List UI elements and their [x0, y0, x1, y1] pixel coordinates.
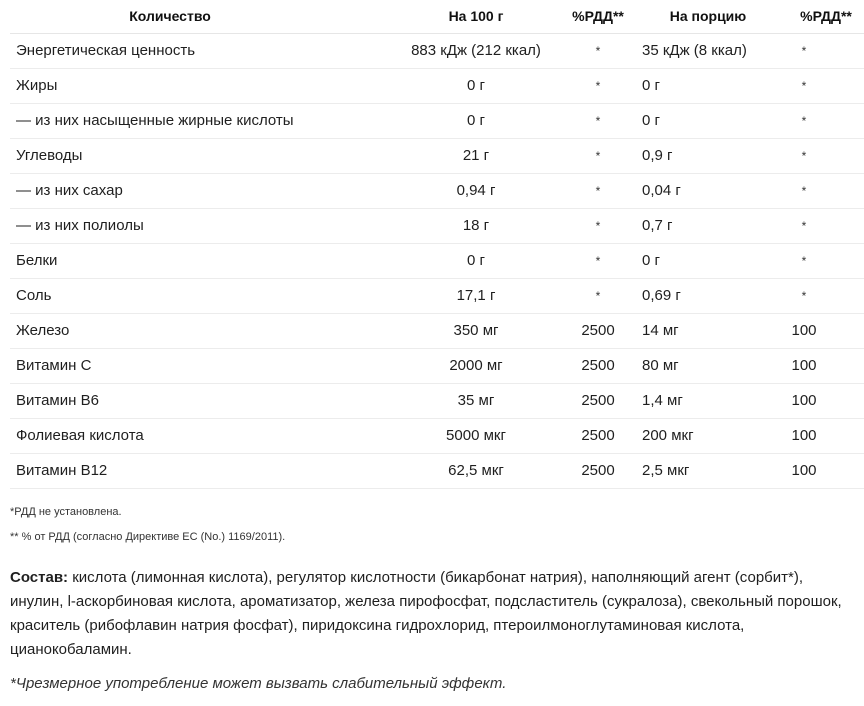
rdd-per-100g: * — [595, 254, 601, 268]
value-per-portion: 0,7 г — [642, 217, 673, 234]
rdd-per-100g: * — [595, 149, 601, 163]
rdd-per-100g: * — [595, 114, 601, 128]
header-rdd-per-portion: %РДД** — [800, 8, 852, 24]
nutrient-name: — из них полиолы — [16, 217, 144, 234]
value-per-100g: 0 г — [467, 112, 485, 129]
table-row — [10, 419, 864, 454]
value-per-100g: 0,94 г — [456, 182, 496, 199]
value-per-100g: 17,1 г — [456, 287, 496, 304]
composition-label: Состав: — [10, 569, 69, 586]
rdd-per-portion: * — [801, 44, 807, 58]
rdd-per-100g: 2500 — [581, 357, 615, 374]
rdd-per-100g: * — [595, 79, 601, 93]
footnote-rdd-source: ** % от РДД (согласно Директиве ЕС (No.) 1169/2011). — [10, 531, 286, 543]
table-row — [10, 349, 864, 384]
table-row — [10, 104, 864, 139]
table-header-row — [10, 0, 864, 34]
value-per-100g: 62,5 мкг — [448, 462, 504, 479]
footnote-rdd-not-set: *РДД не установлена. — [10, 506, 122, 518]
rdd-per-portion: 100 — [791, 322, 817, 339]
value-per-portion: 0 г — [642, 77, 660, 94]
rdd-per-portion: 100 — [791, 427, 817, 444]
table-row — [10, 279, 864, 314]
table-row — [10, 34, 864, 69]
value-per-100g: 35 мг — [457, 392, 495, 409]
nutrient-name: Жиры — [16, 77, 58, 94]
nutrient-name: Железо — [16, 322, 70, 339]
value-per-portion: 0,9 г — [642, 147, 673, 164]
table-row — [10, 69, 864, 104]
value-per-portion: 14 мг — [642, 322, 679, 339]
value-per-portion: 0,69 г — [642, 287, 681, 304]
header-rdd-per-100g: %РДД** — [572, 8, 624, 24]
value-per-100g: 0 г — [467, 77, 485, 94]
table-row — [10, 454, 864, 489]
table-row — [10, 174, 864, 209]
rdd-per-portion: * — [801, 289, 807, 303]
rdd-per-portion: * — [801, 254, 807, 268]
value-per-portion: 1,4 мг — [642, 392, 683, 409]
header-per-portion: На порцию — [669, 8, 747, 24]
header-quantity: Количество — [129, 8, 211, 24]
nutrition-table — [10, 0, 864, 489]
table-row — [10, 244, 864, 279]
nutrient-name: Витамин B6 — [16, 392, 99, 409]
rdd-per-portion: 100 — [791, 357, 817, 374]
nutrient-name: Энергетическая ценность — [16, 42, 196, 59]
value-per-portion: 200 мкг — [642, 427, 694, 444]
rdd-per-100g: 2500 — [581, 427, 615, 444]
value-per-portion: 2,5 мкг — [642, 462, 690, 479]
value-per-100g: 2000 мг — [449, 357, 503, 374]
nutrient-name: Соль — [16, 287, 52, 304]
value-per-100g: 18 г — [462, 217, 490, 234]
table-row — [10, 384, 864, 419]
value-per-100g: 21 г — [462, 147, 490, 164]
nutrient-name: — из них сахар — [16, 182, 123, 199]
table-row — [10, 209, 864, 244]
nutrient-name: Витамин C — [16, 357, 92, 374]
rdd-per-100g: 2500 — [581, 392, 615, 409]
rdd-per-portion: * — [801, 219, 807, 233]
nutrient-name: Белки — [16, 252, 58, 269]
nutrient-name: Углеводы — [16, 147, 83, 164]
composition — [10, 566, 858, 662]
value-per-portion: 80 мг — [642, 357, 679, 374]
rdd-per-portion: 100 — [791, 392, 817, 409]
value-per-100g: 5000 мкг — [446, 427, 506, 444]
composition-text: кислота (лимонная кислота), регулятор кислотности (бикарбонат натрия), наполняющий агент (сорбит*), инулин, l-аскорбиновая кислота, ароматизатор, железа пирофосфат, подсластитель (сукралоза), свекольный порошок, краситель (рибофлавин натрия фосфат), пиридоксина гидрохлорид, птероилмоноглутаминовая кислота, цианокобаламин. — [10, 569, 842, 658]
rdd-per-100g: * — [595, 44, 601, 58]
value-per-portion: 0 г — [642, 252, 660, 269]
value-per-portion: 35 кДж (8 ккал) — [642, 42, 747, 59]
rdd-per-portion: * — [801, 149, 807, 163]
value-per-100g: 350 мг — [453, 322, 499, 339]
laxative-warning: *Чрезмерное употребление может вызвать слабительный эффект. — [10, 675, 507, 692]
rdd-per-100g: 2500 — [581, 322, 615, 339]
rdd-per-100g: * — [595, 289, 601, 303]
nutrient-name: Витамин B12 — [16, 462, 108, 479]
rdd-per-100g: * — [595, 219, 601, 233]
footnotes — [10, 500, 285, 550]
rdd-per-100g: * — [595, 184, 601, 198]
table-row — [10, 314, 864, 349]
rdd-per-portion: 100 — [791, 462, 817, 479]
rdd-per-100g: 2500 — [581, 462, 615, 479]
nutrient-name: Фолиевая кислота — [16, 427, 144, 444]
header-per-100g: На 100 г — [448, 8, 504, 24]
rdd-per-portion: * — [801, 114, 807, 128]
table-row — [10, 139, 864, 174]
table-body — [10, 34, 864, 489]
value-per-100g: 0 г — [467, 252, 485, 269]
value-per-portion: 0,04 г — [642, 182, 681, 199]
rdd-per-portion: * — [801, 184, 807, 198]
nutrient-name: — из них насыщенные жирные кислоты — [16, 112, 294, 129]
value-per-100g: 883 кДж (212 ккал) — [411, 42, 541, 59]
value-per-portion: 0 г — [642, 112, 660, 129]
rdd-per-portion: * — [801, 79, 807, 93]
